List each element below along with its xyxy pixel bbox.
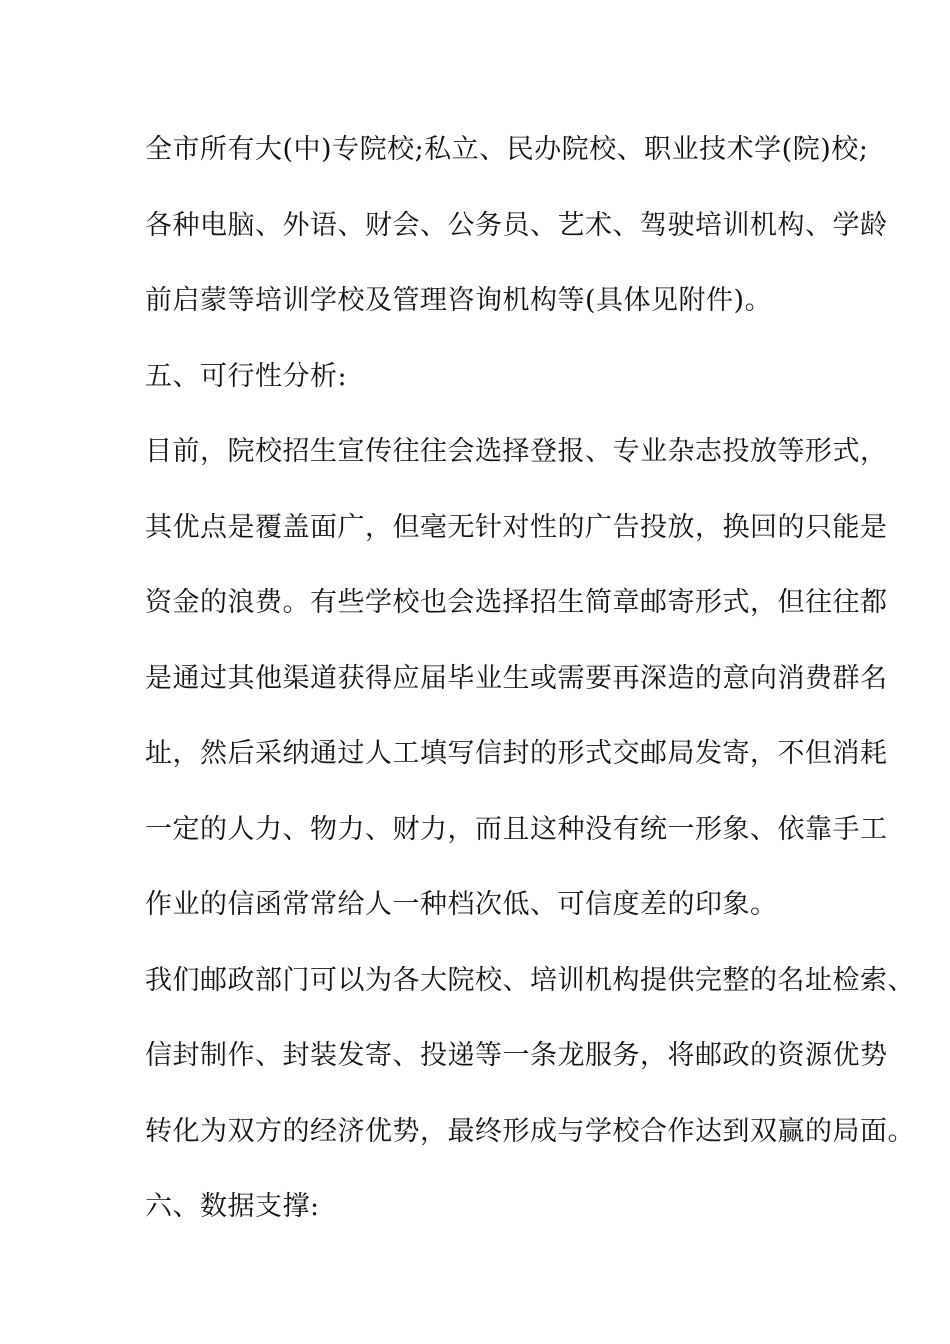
body-text-line: 转化为双方的经济优势，最终形成与学校合作达到双赢的局面。 xyxy=(145,1116,915,1147)
body-text-line: 全市所有大(中)专院校;私立、民办院校、职业技术学(院)校; xyxy=(145,134,869,165)
body-text-line: 前启蒙等培训学校及管理咨询机构等(具体见附件)。 xyxy=(145,285,773,316)
section-heading-feasibility: 五、可行性分析: xyxy=(145,361,348,392)
body-text-line: 我们邮政部门可以为各大院校、培训机构提供完整的名址检索、 xyxy=(145,965,915,996)
body-text-line: 址，然后采纳通过人工填写信封的形式交邮局发寄，不但消耗 xyxy=(145,738,888,769)
section-heading-data-support: 六、数据支撑: xyxy=(145,1191,320,1222)
body-text-line: 是通过其他渠道获得应届毕业生或需要再深造的意向消费群名 xyxy=(145,663,888,694)
body-text-line: 其优点是覆盖面广，但毫无针对性的广告投放，换回的只能是 xyxy=(145,512,888,543)
body-text-line: 各种电脑、外语、财会、公务员、艺术、驾驶培训机构、学龄 xyxy=(145,210,888,241)
body-text-line: 目前，院校招生宣传往往会选择登报、专业杂志投放等形式， xyxy=(145,436,888,467)
body-text-line: 一定的人力、物力、财力，而且这种没有统一形象、依靠手工 xyxy=(145,814,888,845)
body-text-line: 作业的信函常常给人一种档次低、可信度差的印象。 xyxy=(145,889,778,920)
body-text-line: 信封制作、封装发寄、投递等一条龙服务，将邮政的资源优势 xyxy=(145,1040,888,1071)
body-text-line: 资金的浪费。有些学校也会选择招生简章邮寄形式，但往往都 xyxy=(145,587,888,618)
